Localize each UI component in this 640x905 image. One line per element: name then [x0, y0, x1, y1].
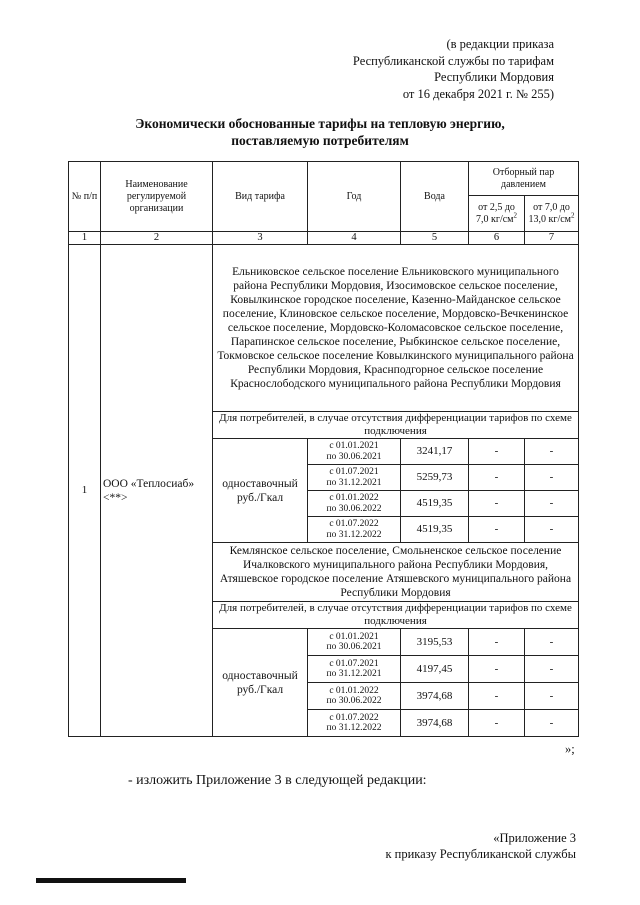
steam-high-value: -	[525, 656, 579, 683]
column-number: 4	[308, 232, 401, 245]
consumer-category: Для потребителей, в случае отсутствия дифференциации тарифов по схеме подключения	[213, 602, 579, 629]
title-line: Экономически обоснованные тарифы на тепловую энергию,	[135, 116, 505, 131]
period-from: с 01.07.2022	[329, 519, 379, 529]
tariff-type: одноставочный руб./Гкал	[213, 629, 308, 737]
period-cell	[308, 439, 401, 465]
period-from: с 01.01.2021	[329, 631, 379, 642]
amendment-note-line: (в редакции приказа	[446, 37, 554, 51]
steam-high-value: -	[525, 465, 579, 491]
header-steam-high	[525, 196, 579, 232]
column-number: 7	[525, 232, 579, 245]
header-org: Наименование регулируемой организации	[101, 162, 213, 232]
steam-high-value: -	[525, 629, 579, 656]
appendix-heading	[385, 830, 576, 862]
closing-quote: »;	[565, 742, 575, 756]
footer-divider	[36, 878, 186, 883]
period-cell	[308, 656, 401, 683]
period-from: с 01.07.2021	[329, 467, 379, 477]
period-to: по 30.06.2022	[326, 696, 382, 706]
period-to: по 31.12.2021	[326, 669, 382, 679]
steam-low-value: -	[469, 683, 525, 710]
water-tariff-value: 3195,53	[401, 629, 469, 656]
superscript: 2	[513, 211, 517, 220]
tariffs-table	[68, 161, 579, 737]
amendment-note-line: Республики Мордовия	[434, 70, 554, 84]
amendment-note-line: от 16 декабря 2021 г. № 255)	[402, 86, 554, 101]
period-cell	[308, 710, 401, 737]
amendment-note-line: Республиканской службы по тарифам	[352, 53, 554, 68]
tariff-type: одноставочный руб./Гкал	[213, 439, 308, 543]
period-from: с 01.07.2022	[329, 712, 379, 723]
steam-low-value: -	[469, 465, 525, 491]
period-cell	[308, 517, 401, 543]
water-tariff-value: 3974,68	[401, 683, 469, 710]
organization-name: ООО «Теплосиаб» <**>	[101, 245, 213, 737]
water-tariff-value: 4197,45	[401, 656, 469, 683]
period-to: по 30.06.2022	[326, 503, 382, 514]
steam-low-value: -	[469, 710, 525, 737]
superscript: 2	[571, 211, 575, 220]
steam-low-value: -	[469, 656, 525, 683]
steam-high-value: -	[525, 683, 579, 710]
steam-low-value: -	[469, 517, 525, 543]
water-tariff-value: 4519,35	[401, 517, 469, 543]
steam-high-value: -	[525, 439, 579, 465]
water-tariff-value: 3974,68	[401, 710, 469, 737]
title-line: поставляемую потребителям	[231, 133, 409, 148]
water-tariff-value: 5259,73	[401, 465, 469, 491]
period-to: по 30.06.2021	[326, 642, 382, 652]
period-to: по 31.12.2022	[326, 723, 382, 733]
water-tariff-value: 4519,35	[401, 491, 469, 517]
instruction-text: - изложить Приложение 3 в следующей редакции:	[128, 773, 427, 788]
appendix-line: к приказу Республиканской службы	[385, 847, 576, 861]
appendix-line: «Приложение 3	[493, 831, 576, 845]
region-description: Кемлянское сельское поселение, Смольненское сельское поселение Ичалковского муниципального района Республики Мордовия, Атяшевское городское поселение Атяшевского муниципального района Республики Мордовия	[213, 543, 579, 602]
column-number: 1	[69, 232, 101, 245]
header-water: Вода	[401, 162, 469, 232]
region-description: Ельниковское сельское поселение Ельниковского муниципального района Республики Мордовия, Изосимовское сельское поселение, Ковылкинское городское поселение, Казенно-Майданское сельское поселение, Клиновское сельское поселение, Мордовско-Вечкенинское сельское поселение, Мордовско-Коломасовское сельское поселение, Парапинское сельское поселение, Рыбкинское сельское поселение, Токмовское сельское поселение Ковылкинского муниципального района Республики Мордовия, Краснподгорное сельское поселение Краснослободского муниципального района Республики Мордовия	[213, 245, 579, 412]
steam-high-value: -	[525, 491, 579, 517]
period-cell	[308, 491, 401, 517]
steam-high-value: -	[525, 710, 579, 737]
period-from: с 01.07.2021	[329, 658, 379, 669]
steam-low-value: -	[469, 491, 525, 517]
steam-low-value: -	[469, 439, 525, 465]
row-number: 1	[69, 245, 101, 737]
steam-high-value: -	[525, 517, 579, 543]
column-number: 5	[401, 232, 469, 245]
period-cell	[308, 683, 401, 710]
period-cell	[308, 465, 401, 491]
period-cell	[308, 629, 401, 656]
column-number: 2	[101, 232, 213, 245]
period-to: по 31.12.2021	[326, 477, 382, 488]
header-steam-low	[469, 196, 525, 232]
header-steam: Отборный пар давлением	[469, 162, 579, 196]
period-from: с 01.01.2022	[329, 685, 379, 696]
consumer-category: Для потребителей, в случае отсутствия дифференциации тарифов по схеме подключения	[213, 412, 579, 439]
column-number: 6	[469, 232, 525, 245]
header-year: Год	[308, 162, 401, 232]
document-title	[60, 115, 580, 149]
period-to: по 30.06.2021	[326, 451, 382, 462]
header-type: Вид тарифа	[213, 162, 308, 232]
header-steam-low-label: от 2,5 до 7,0 кг/см	[475, 201, 515, 225]
header-num: № п/п	[69, 162, 101, 232]
column-number: 3	[213, 232, 308, 245]
steam-low-value: -	[469, 629, 525, 656]
period-to: по 31.12.2022	[326, 529, 382, 540]
amendment-note	[353, 36, 554, 102]
period-from: с 01.01.2022	[329, 493, 379, 503]
period-from: с 01.01.2021	[329, 441, 379, 451]
water-tariff-value: 3241,17	[401, 439, 469, 465]
header-steam-high-label: от 7,0 до 13,0 кг/см	[528, 201, 571, 225]
